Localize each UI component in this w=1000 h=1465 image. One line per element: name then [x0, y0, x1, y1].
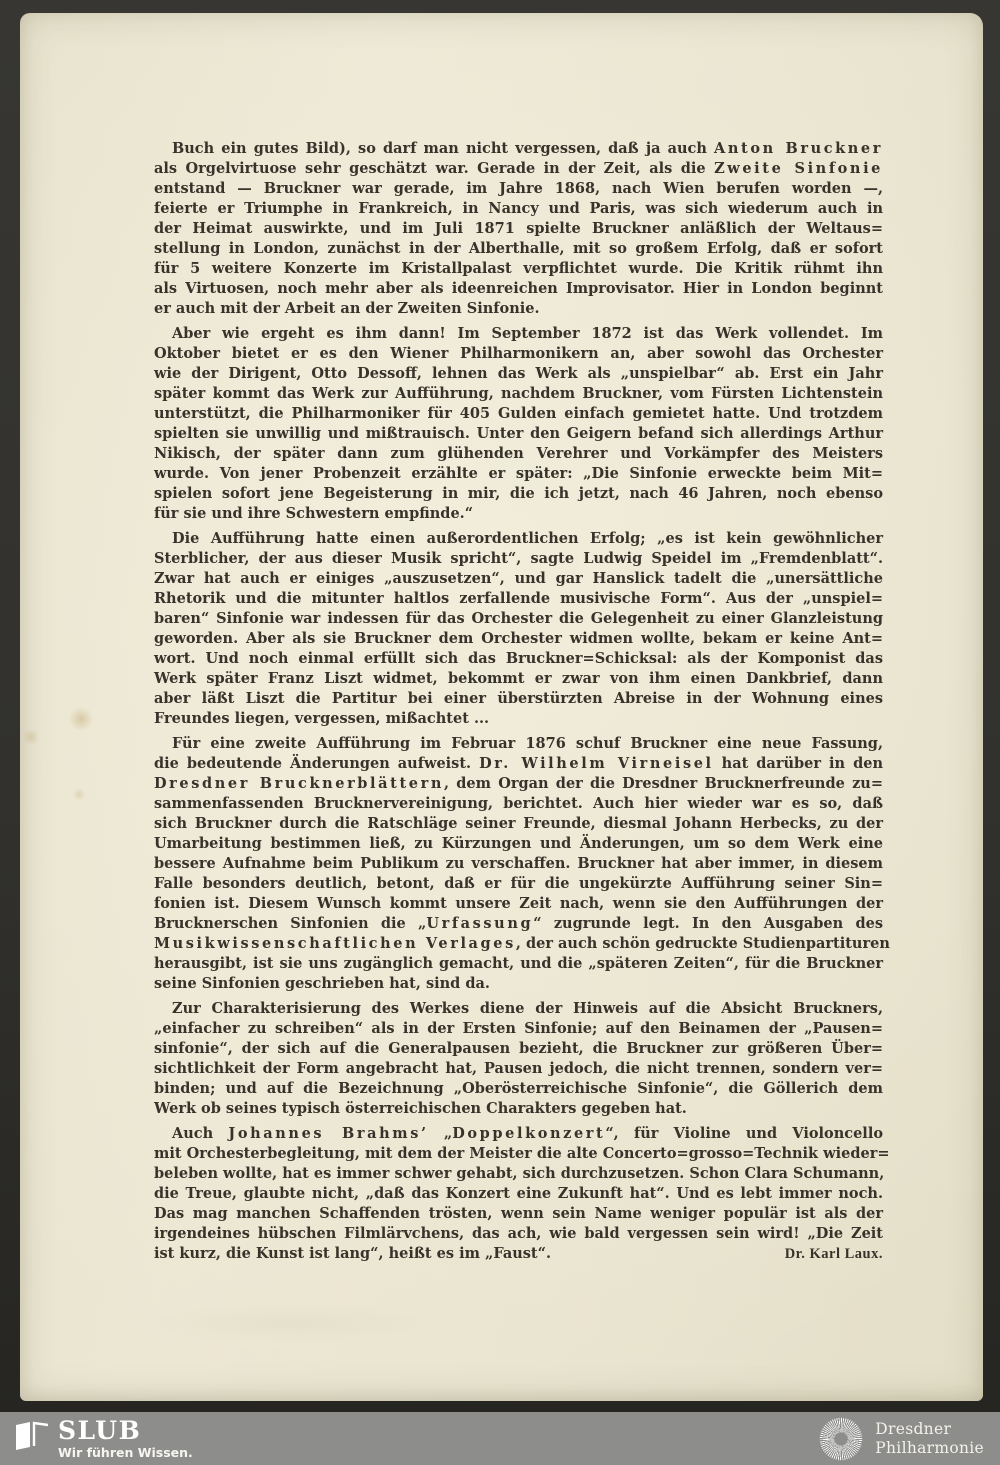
text-line: Rhetorik und die mitunter haltlos zerfallende musivische Form“. Aus der „unspiel=	[154, 590, 883, 607]
text-line: Die Aufführung hatte einen außerordentlichen Erfolg; „es ist kein gewöhnlicher	[172, 530, 883, 547]
text-line: Werk später Franz Liszt widmet, bekommt er zwar von ihm einen Dankbrief, dann	[154, 670, 883, 687]
text-line: wurde. Von jener Probenzeit erzählte er später: „Die Sinfonie erweckte beim Mit=	[154, 465, 883, 482]
text-line: bessere Aufnahme beim Publikum zu verschaffen. Bruckner hat aber immer, in diesem	[154, 855, 883, 872]
text-line: geworden. Aber als sie Bruckner dem Orchester widmen wollte, bekam er keine Ant=	[154, 630, 883, 647]
text-line: Oktober bietet er es den Wiener Philharmonikern an, aber sowohl das Orchester	[154, 345, 883, 362]
paragraph	[154, 999, 883, 1119]
text-line: für sie und ihre Schwestern empfinde.“	[154, 505, 474, 522]
text-line: Zur Charakterisierung des Werkes diene der Hinweis auf die Absicht Bruckners,	[172, 1000, 883, 1017]
text-line: Nikisch, der später dann zum glühenden Verehrer und Vorkämpfer des Meisters	[154, 445, 883, 462]
foxing-stain	[68, 707, 94, 731]
text-line: fonien ist. Diesem Wunsch kommt unsere Zeit nach, wenn sie den Aufführungen der	[154, 895, 883, 912]
text-line: als Orgelvirtuose sehr geschätzt war. Gerade in der Zeit, als die Zweite Sinfonie	[154, 160, 883, 177]
page-text	[154, 139, 890, 1269]
text-line: aber läßt Liszt die Partitur bei einer überstürzten Abreise in der Wohnung eines	[154, 690, 883, 707]
show-through-stain	[140, 1303, 440, 1343]
text-line: unterstützt, die Philharmoniker für 405 Gulden einfach gemietet hatte. Und trotzdem	[154, 405, 883, 422]
text-line: beleben wollte, hat es immer schwer gehabt, sich durchzusetzen. Schon Clara Schumann,	[154, 1165, 885, 1182]
text-line: Musikwissenschaftlichen Verlages, der auch schön gedruckte Studienpartituren	[154, 935, 890, 952]
text-line: wie der Dirigent, Otto Dessoff, lehnen das Werk als „unspielbar“ ab. Erst ein Jahr	[154, 365, 883, 382]
text-line: spielen sofort jene Begeisterung in mir, die ich jetzt, nach 46 Jahren, noch ebenso	[154, 485, 883, 502]
paragraph	[154, 1124, 890, 1264]
text-line: sinfonie“, der sich auf die Generalpausen bezieht, die Bruckner zur größeren Über=	[154, 1040, 883, 1057]
paragraph	[154, 529, 883, 729]
text-line: seine Sinfonien geschrieben hat, sind da.	[154, 975, 490, 992]
text-line: Für eine zweite Aufführung im Februar 1876 schuf Bruckner eine neue Fassung,	[172, 735, 883, 752]
text-line: er auch mit der Arbeit an der Zweiten Sinfonie.	[154, 300, 540, 317]
sunburst-icon	[818, 1416, 864, 1462]
text-line: Dresdner Brucknerblättern, dem Organ der die Dresdner Brucknerfreunde zu=	[154, 775, 883, 792]
paragraph	[154, 139, 883, 319]
dresdner-philharmonie-wordmark: Dresdner Philharmonie	[875, 1420, 984, 1457]
slub-wordmark: SLUB	[58, 1415, 142, 1445]
author-signature: Dr. Karl Laux.	[784, 1246, 883, 1262]
text-line: binden; und auf die Bezeichnung „Oberösterreichische Sinfonie“, die Göllerich dem	[154, 1080, 883, 1097]
text-line: mit Orchesterbegleitung, mit dem der Meister die alte Concerto=grosso=Technik wieder=	[154, 1145, 890, 1162]
text-line: als Virtuosen, noch mehr aber als ideenreichen Improvisator. Hier in London beginnt	[154, 280, 883, 297]
text-line: Umarbeitung bestimmen ließ, zu Kürzungen und Änderungen, um so dem Werk eine	[154, 835, 883, 852]
text-line: ist kurz, die Kunst ist lang“, heißt es im „Faust“. Dr. Karl Laux.	[154, 1245, 883, 1262]
text-line: Brucknerschen Sinfonien die „Urfassung“ zugrunde legt. In den Ausgaben des	[154, 915, 883, 932]
foxing-stain	[72, 788, 86, 801]
text-line: Aber wie ergeht es ihm dann! Im September 1872 ist das Werk vollendet. Im	[172, 325, 883, 342]
text-line: Freundes liegen, vergessen, mißachtet ...	[154, 710, 490, 727]
text-line: der Heimat auswirkte, und im Juli 1871 spielte Bruckner anläßlich der Weltaus=	[154, 220, 883, 237]
text-line: Das mag manchen Schaffenden trösten, wenn sein Name weniger populär ist als der	[154, 1205, 883, 1222]
text-line: irgendeines hübschen Filmlärvchens, das ach, wie bald vergessen sein wird! „Die Zeit	[154, 1225, 883, 1242]
text-line: feierte er Triumphe in Frankreich, in Nancy und Paris, was sich wiederum auch in	[154, 200, 883, 217]
watermark-footer-bar	[0, 1412, 1000, 1465]
text-line: später kommt das Werk zur Aufführung, nachdem Bruckner, vom Fürsten Lichtenstein	[154, 385, 883, 402]
slub-logo	[0, 1415, 193, 1460]
text-line: sich Bruckner durch die Ratschläge seiner Freunde, diesmal Johann Herbecks, zu der	[154, 815, 883, 832]
text-line: spielten sie unwillig und mißtrauisch. Unter den Geigern befand sich allerdings Arthur	[154, 425, 883, 442]
text-line: die bedeutende Änderungen aufweist. Dr. Wilhelm Virneisel hat darüber in den	[154, 755, 883, 772]
text-line: Falle besonders deutlich, betont, daß er für die ungekürzte Aufführung seiner Sin=	[154, 875, 883, 892]
paragraph	[154, 734, 890, 994]
dresdner-philharmonie-logo	[818, 1416, 1000, 1462]
text-line: „einfacher zu schreiben“ als in der Ersten Sinfonie; auf den Beinamen der „Pausen=	[154, 1020, 883, 1037]
text-line: für 5 weitere Konzerte im Kristallpalast verpflichtet wurde. Die Kritik rühmt ihn	[154, 260, 883, 277]
text-line: Zwar hat auch er einiges „auszusetzen“, und gar Hanslick tadelt die „unersättliche	[154, 570, 883, 587]
text-line: entstand — Bruckner war gerade, im Jahre 1868, nach Wien berufen worden —,	[154, 180, 883, 197]
foxing-stain	[22, 729, 40, 745]
text-line: herausgibt, ist sie uns zugänglich gemacht, und die „späteren Zeiten“, für die Bruckner	[154, 955, 883, 972]
text-line: Buch ein gutes Bild), so darf man nicht vergessen, daß ja auch Anton Bruckner	[172, 140, 884, 157]
text-line: die Treue, glaubte nicht, „daß das Konzert eine Zukunft hat“. Und es lebt immer noch.	[154, 1185, 883, 1202]
text-line: wort. Und noch einmal erfüllt sich das Bruckner=Schicksal: als der Komponist das	[154, 650, 883, 667]
open-book-icon	[15, 1421, 49, 1451]
document-page	[20, 13, 983, 1401]
text-line: Sterblicher, der aus dieser Musik spricht“, sagte Ludwig Speidel im „Fremdenblatt“.	[154, 550, 883, 567]
slub-tagline: Wir führen Wissen.	[58, 1444, 193, 1460]
text-line: sichtlichkeit der Form angebracht hat, Pausen jedoch, die nicht trennen, sondern ver=	[154, 1060, 883, 1077]
text-line: baren“ Sinfonie war indessen für das Orchester die Gelegenheit zu einer Glanzleistung	[154, 610, 883, 627]
text-line: Auch Johannes Brahms’ „Doppelkonzert“, für Violine und Violoncello	[172, 1125, 883, 1142]
text-line: Werk ob seines typisch österreichischen Charakters gegeben hat.	[154, 1100, 687, 1117]
paragraph	[154, 324, 883, 524]
text-line: sammenfassenden Brucknervereinigung, berichtet. Auch hier wieder war es so, daß	[154, 795, 883, 812]
text-line: stellung in London, zunächst in der Alberthalle, mit so großem Erfolg, daß er sofort	[154, 240, 883, 257]
